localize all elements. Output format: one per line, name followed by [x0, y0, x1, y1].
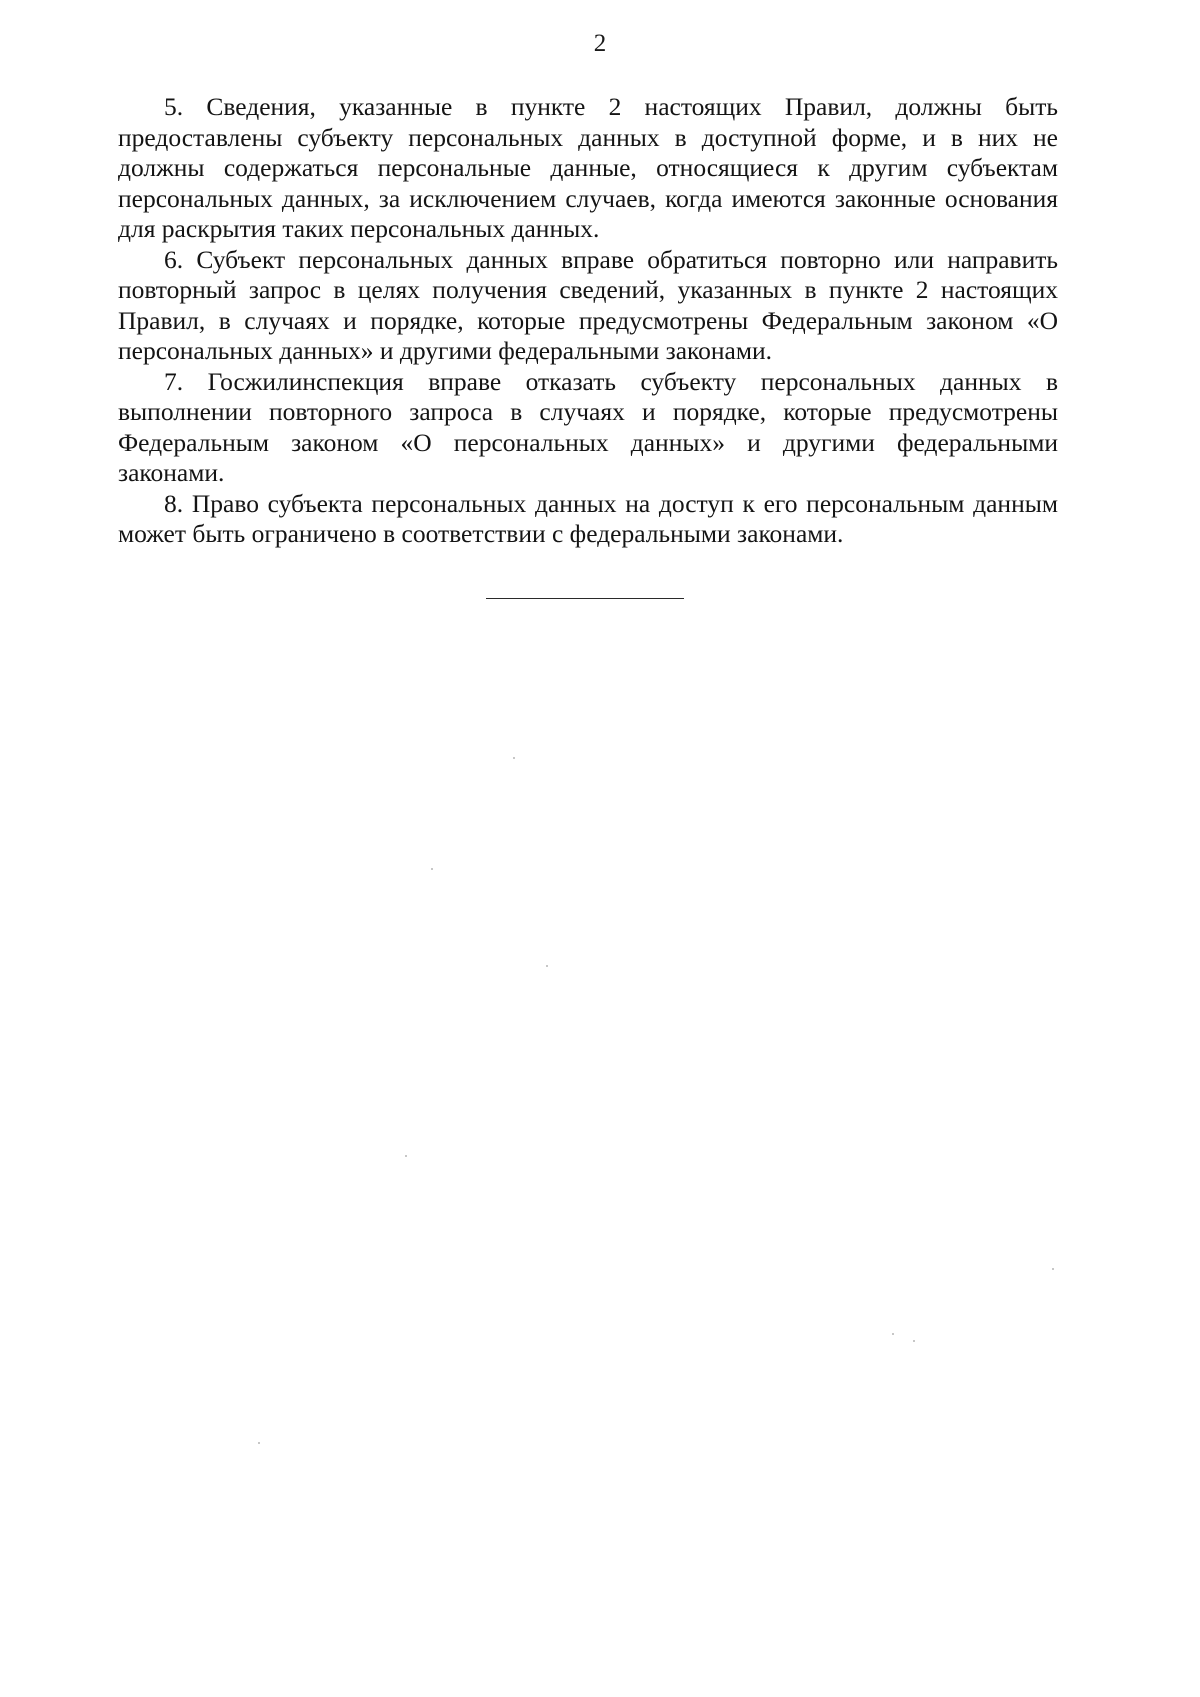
scan-speck	[892, 1333, 894, 1335]
clause-5: 5. Сведения, указанные в пункте 2 настоящих Правил, должны быть предоставлены субъекту персональных данных в доступной форме, и в них не должны содержаться персональные данные, относящиеся к другим субъектам персональных данных, за исключением случаев, когда имеются законные основания для раскрытия таких персональных данных.	[118, 92, 1058, 243]
scan-speck	[405, 1155, 407, 1157]
scan-speck	[546, 965, 548, 967]
scan-speck	[431, 868, 433, 870]
clause-7: 7. Госжилинспекция вправе отказать субъекту персональных данных в выполнении повторного запроса в случаях и порядке, которые предусмотрены Федеральным законом «О персональных данных» и другими федеральными законами.	[118, 366, 1058, 487]
scan-speck	[258, 1442, 260, 1444]
page-number: 2	[593, 30, 607, 57]
clause-8: 8. Право субъекта персональных данных на доступ к его персональным данным может быть ограничено в соответствии с федеральными законами.	[118, 488, 1058, 548]
end-of-text-divider	[486, 598, 684, 599]
document-body	[118, 92, 1058, 550]
clause-6: 6. Субъект персональных данных вправе обратиться повторно или направить повторный запрос в целях получения сведений, указанных в пункте 2 настоящих Правил, в случаях и порядке, которые предусмотрены Федеральным законом «О персональных данных» и другими федеральными законами.	[118, 244, 1058, 365]
scan-speck	[913, 1340, 915, 1342]
scan-speck	[513, 757, 515, 759]
scan-speck	[1052, 1268, 1054, 1270]
